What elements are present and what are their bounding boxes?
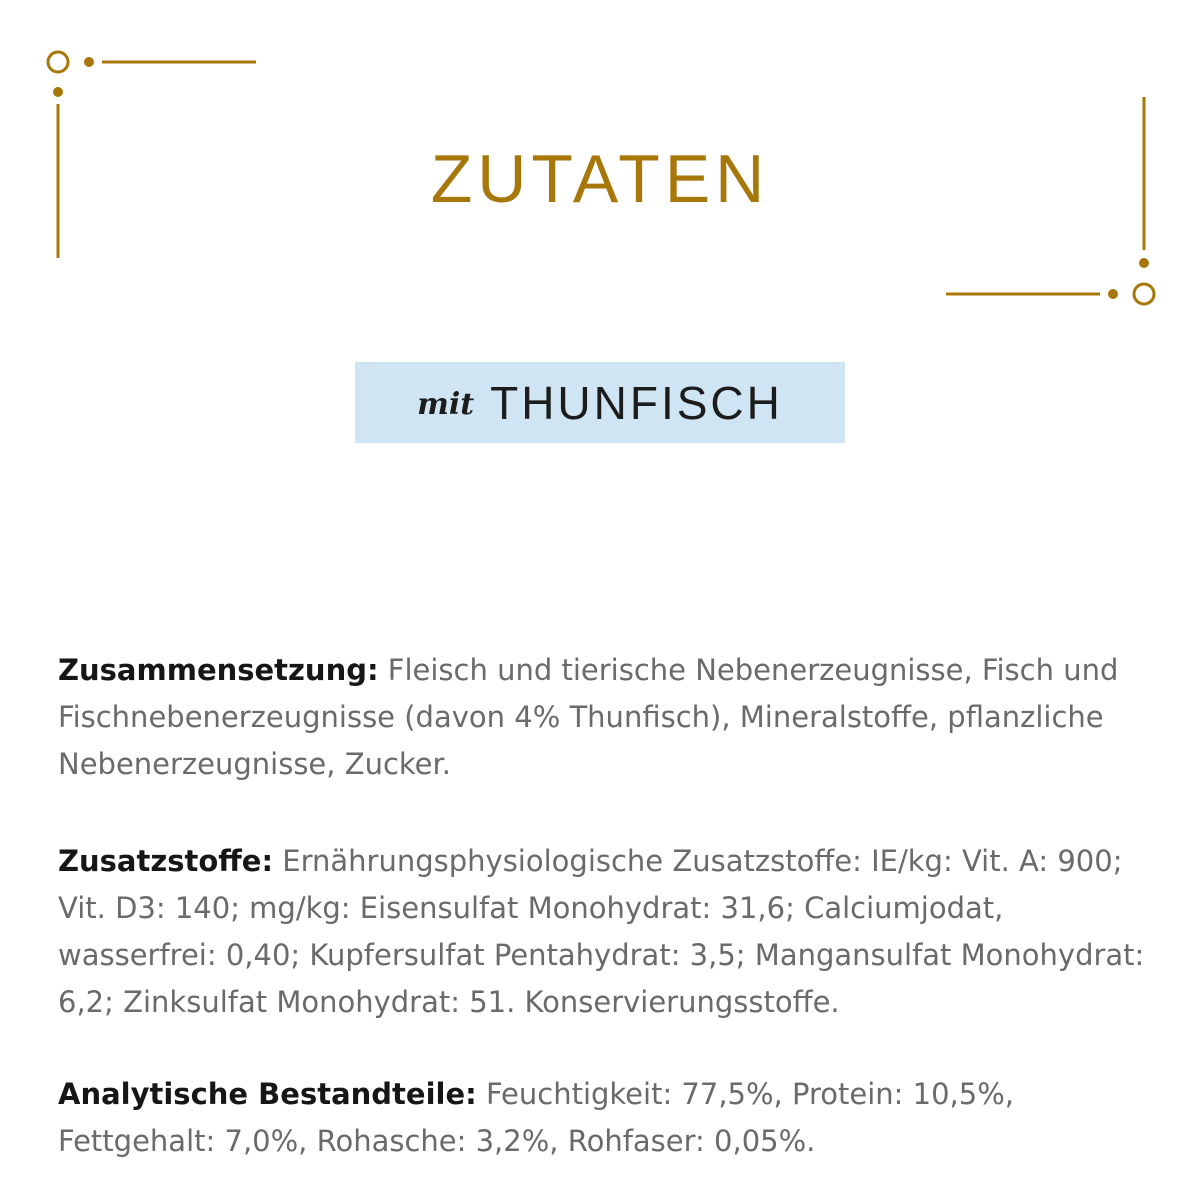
flavor-name: THUNFISCH	[490, 376, 783, 429]
composition-label: Zusammensetzung:	[58, 653, 379, 687]
page-title: ZUTATEN	[430, 141, 770, 217]
composition-section	[58, 647, 1148, 788]
composition-text: Fleisch und tierische Nebenerzeugnisse, Fisch und Fischnebenerzeugnisse (davon 4% Thunfisch), Mineralstoffe, pflanzliche Nebenerzeugnisse, Zucker.	[58, 653, 1119, 781]
flavor-prefix: mit	[417, 387, 475, 422]
additives-label: Zusatzstoffe:	[58, 844, 274, 878]
additives-section	[58, 838, 1148, 1026]
analytical-section	[58, 1071, 1148, 1165]
additives-text: Ernährungsphysiologische Zusatzstoffe: IE/kg: Vit. A: 900; Vit. D3: 140; mg/kg: Eisensulfat Monohydrat: 31,6; Calciumjodat, wasserfrei: 0,40; Kupfersulfat Pentahydrat: 3,5; Mangansulfat Monohydrat: 6,2; Zinksulfat Monohydrat: 51. Konservierungsstoffe.	[58, 844, 1145, 1019]
flavor-badge	[355, 362, 845, 443]
analytical-text: Feuchtigkeit: 77,5%, Protein: 10,5%, Fettgehalt: 7,0%, Rohasche: 3,2%, Rohfaser: 0,05%.	[58, 1077, 1014, 1158]
analytical-label: Analytische Bestandteile:	[58, 1077, 477, 1111]
